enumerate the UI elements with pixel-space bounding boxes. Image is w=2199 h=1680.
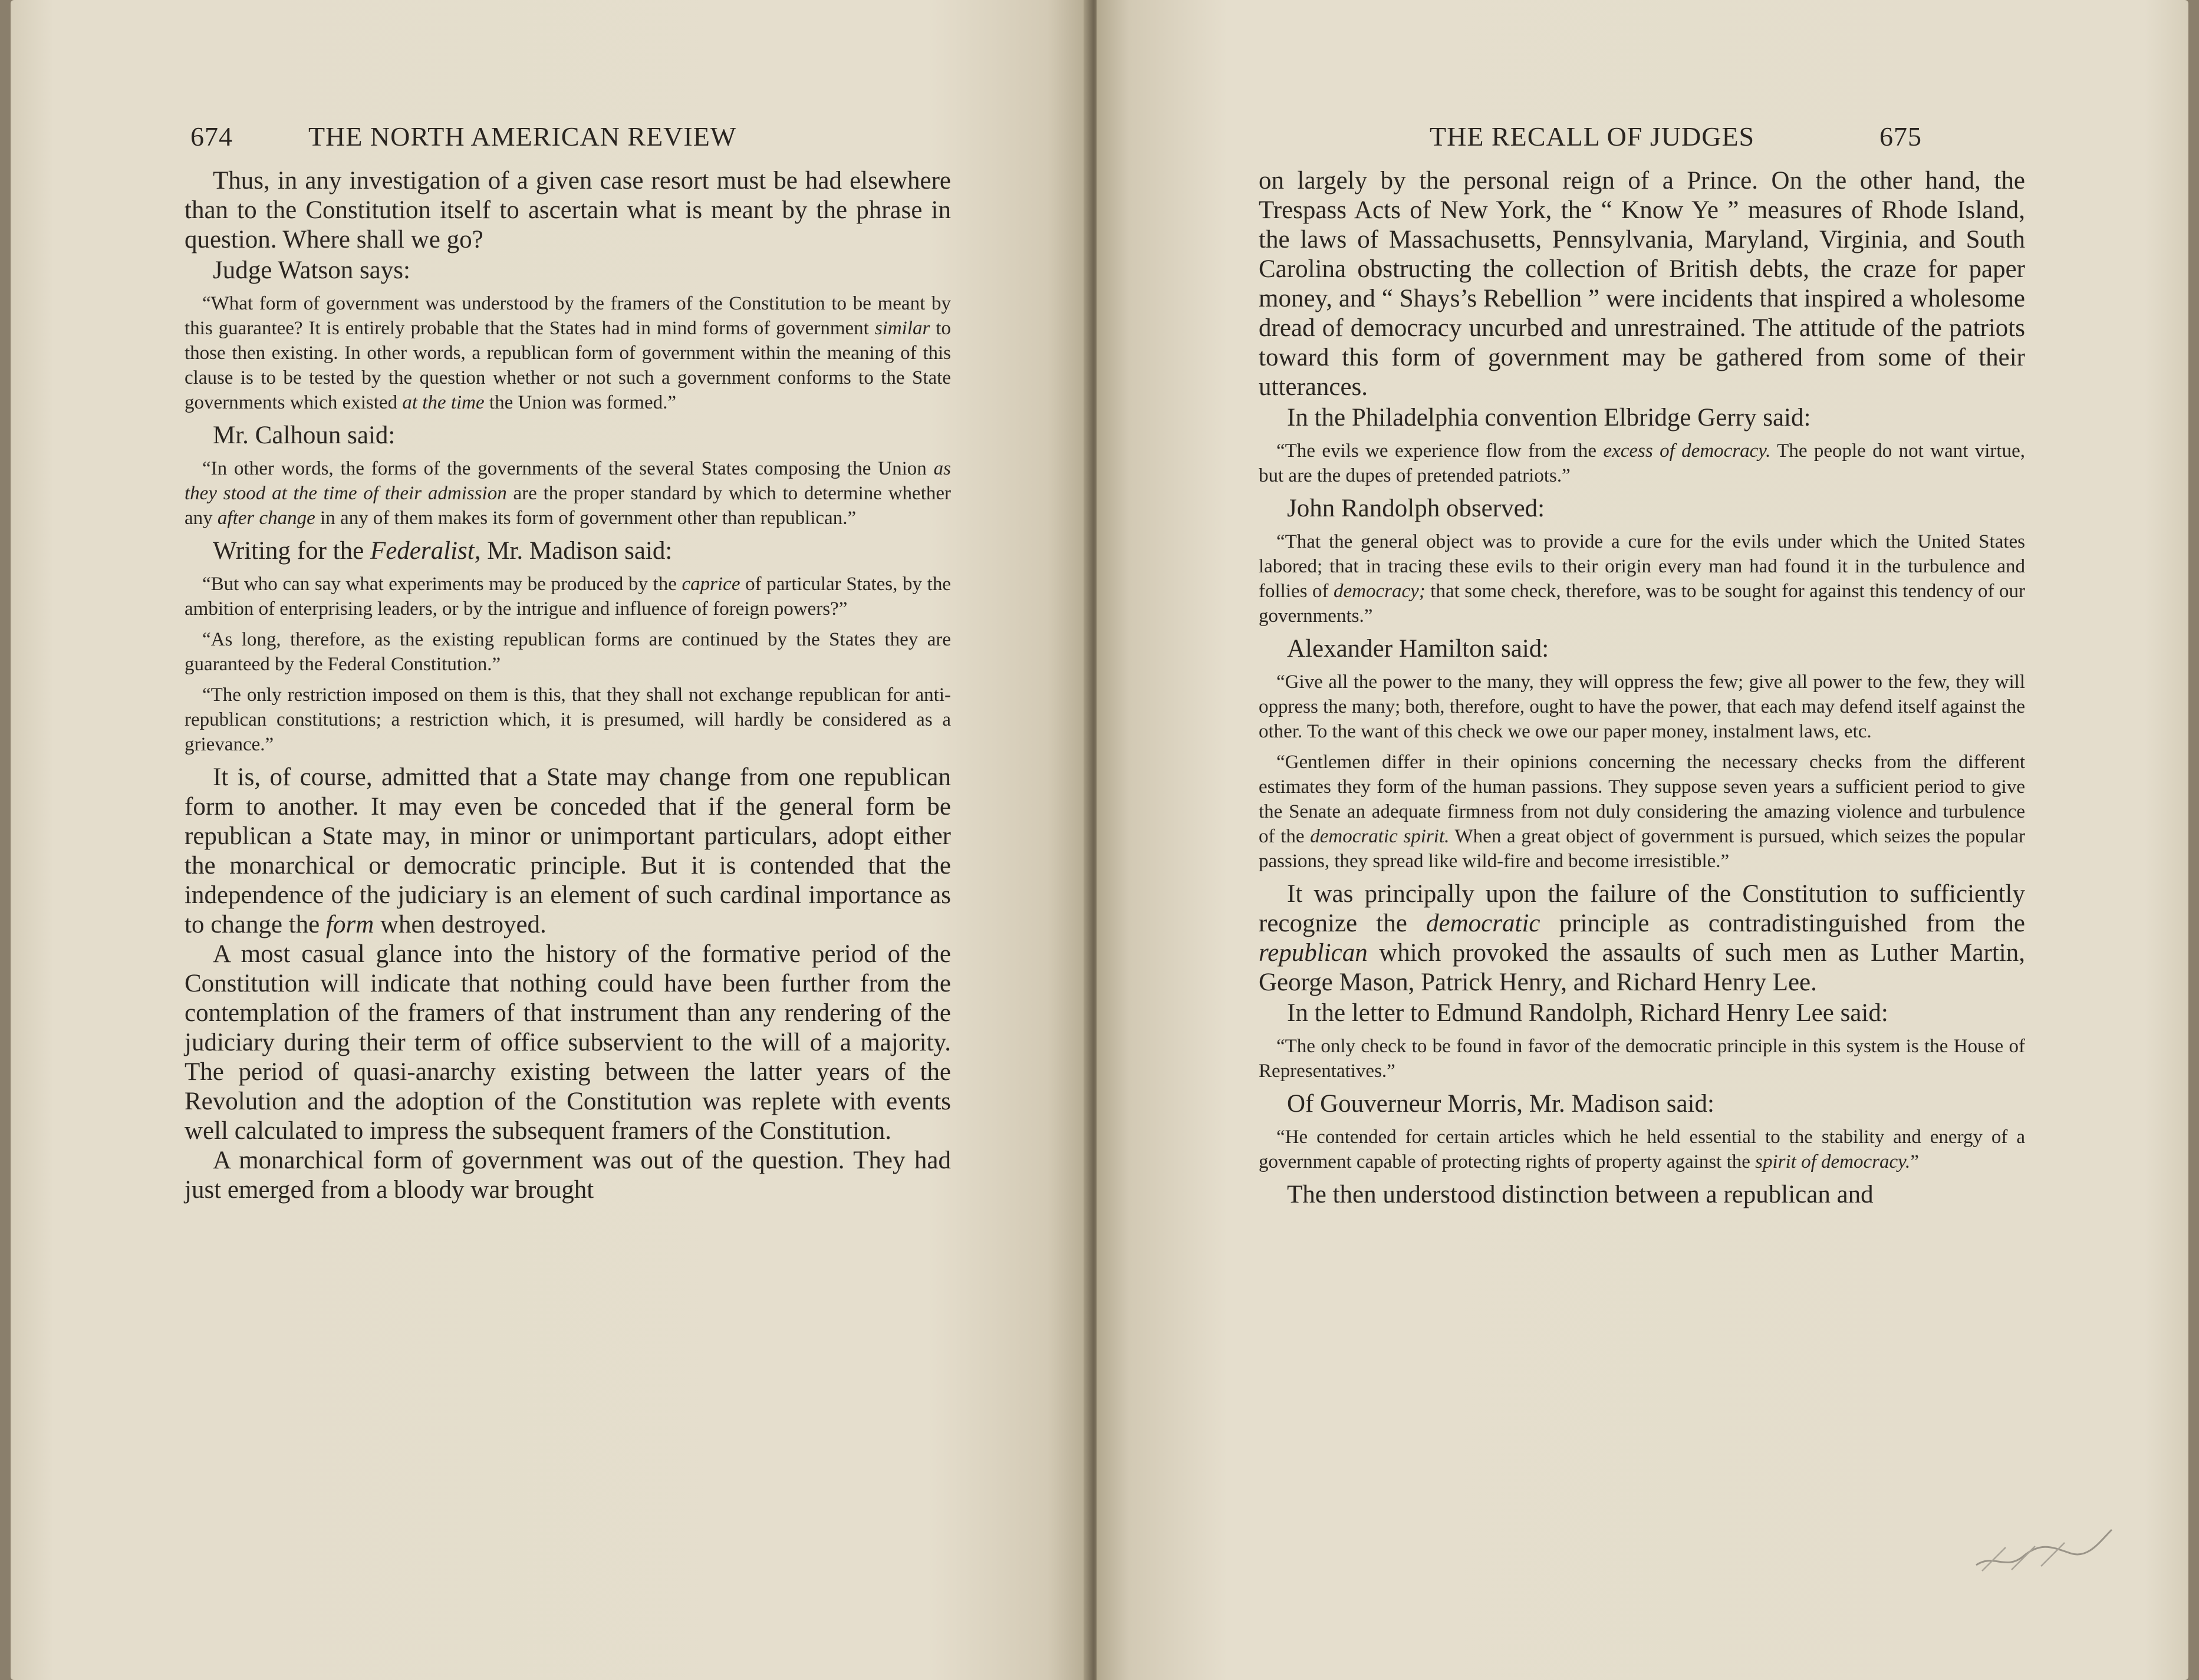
block-quote: “Gentlemen differ in their opinions concerning the necessary checks from the different estimates they form of the human passions. They suppose seven years a sufficient period to give the Senate an adequate firmness from not duly considering the amazing violence and turbulence of the democratic spirit. When a great object of government is pursued, which seizes the popular passions, they spread like wild-fire and become irresistible.” <box>1259 752 2025 872</box>
quote-intro: Writing for the Federalist, Mr. Madison said: <box>213 537 673 565</box>
block-quote: “He contended for certain articles which he held essential to the stability and energy of a government capable of protecting rights of property against the spirit of democracy.” <box>1259 1126 2025 1172</box>
paragraph: on largely by the personal reign of a Prince. On the other hand, the Trespass Acts of New York, the “ Know Ye ” measures of Rhode Island, the laws of Massachusetts, Pennsylvania, Maryland, Virginia, and South Carolina obstructing the collection of British debts, the craze for paper money, and “ Shays’s Rebellion ” were incidents that inspired a wholesome dread of democracy uncurbed and unrestrained. The attitude of the patriots toward this form of government may be gathered from some of their utterances. <box>1259 167 2025 401</box>
quote-intro: In the Philadelphia convention Elbridge Gerry said: <box>1287 404 1811 431</box>
paragraph: It is, of course, admitted that a State may change from one republican form to another. It may even be conceded that if the general form be republican a State may, in minor or unimportant particulars, adopt either the monarchical or democratic principle. But it is contended that the independence of the judiciary is an element of such cardinal importance as to change the form when destroyed. <box>185 763 951 938</box>
quote-intro: Mr. Calhoun said: <box>213 421 396 449</box>
paragraph: It was principally upon the failure of the Constitution to sufficiently recognize the democratic principle as contradistinguished from the republican which provoked the assaults of such men as Luther Martin, George Mason, Patrick Henry, and Richard Henry Lee. <box>1259 880 2026 996</box>
block-quote: “The only restriction imposed on them is this, that they shall not exchange republican for anti-republican constitutions; a restriction which, it is presumed, will hardly be considered as a grievance.” <box>185 684 951 755</box>
right-page <box>1097 0 2188 1680</box>
running-head-title: THE NORTH AMERICAN REVIEW <box>308 121 737 151</box>
quote-intro: Alexander Hamilton said: <box>1287 635 1549 663</box>
block-quote: “Give all the power to the many, they will oppress the few; give all power to the few, they will oppress the many; both, therefore, ought to have the power, that each may defend itself against the other. To the want of this check we owe our paper money, instalment laws, etc. <box>1259 671 2025 742</box>
page-number: 674 <box>190 121 233 151</box>
right-page-text <box>1259 166 2025 1210</box>
page-number: 675 <box>1879 121 1922 151</box>
quote-intro: Judge Watson says: <box>213 256 410 284</box>
block-quote: “In other words, the forms of the governments of the several States composing the Union as they stood at the time of their admission are the proper standard by which to determine whether any after change in any of them makes its form of government other than republican.” <box>185 458 951 529</box>
pencil-scribble-mark <box>1970 1524 2118 1577</box>
block-quote: “The only check to be found in favor of the democratic principle in this system is the House of Representatives.” <box>1259 1036 2025 1082</box>
running-head-title: THE RECALL OF JUDGES <box>1430 121 1755 151</box>
block-quote: “That the general object was to provide a cure for the evils under which the United States labored; that in tracing these evils to their origin every man had found it in the turbulence and follies of democracy; that some check, therefore, was to be sought for against this tendency of our governments.” <box>1259 531 2025 627</box>
paragraph: A monarchical form of government was out of the question. They had just emerged from a bloody war brought <box>185 1147 951 1204</box>
quote-intro: Of Gouverneur Morris, Mr. Madison said: <box>1287 1090 1714 1118</box>
running-head-left <box>190 121 951 152</box>
block-quote: “What form of government was understood by the framers of the Constitution to be meant by this guarantee? It is entirely probable that the States had in mind forms of government similar to those then existing. In other words, a republican form of government within the meaning of this clause is to be tested by the question whether or not such a government conforms to the State governments which existed at the time the Union was formed.” <box>185 293 952 413</box>
paragraph: The then understood distinction between a republican and <box>1287 1181 1874 1208</box>
block-quote: “But who can say what experiments may be produced by the caprice of particular States, by the ambition of enterprising leaders, or by the intrigue and influence of foreign powers?” <box>185 574 951 620</box>
paragraph: A most casual glance into the history of the formative period of the Constitution will indicate that nothing could have been further from the contemplation of the framers of that instrument than any rendering of the judiciary during their term of office subservient to the will of a majority. The period of quasi-anarchy existing between the latter years of the Revolution and the adoption of the Constitution was replete with events well calculated to impress the subsequent framers of the Constitution. <box>185 940 951 1145</box>
running-head-right <box>1430 121 1922 152</box>
paragraph: Thus, in any investigation of a given case resort must be had elsewhere than to the Constitution itself to ascertain what is meant by the phrase in question. Where shall we go? <box>185 167 951 253</box>
block-quote: “The evils we experience flow from the excess of democracy. The people do not want virtue, but are the dupes of pretended patriots.” <box>1259 440 2025 486</box>
quote-intro: In the letter to Edmund Randolph, Richard Henry Lee said: <box>1287 999 1888 1027</box>
quote-intro: John Randolph observed: <box>1287 495 1545 522</box>
left-page-text <box>185 166 951 1205</box>
left-page <box>11 0 1091 1680</box>
block-quote: “As long, therefore, as the existing republican forms are continued by the States they are guaranteed by the Federal Constitution.” <box>185 629 951 675</box>
